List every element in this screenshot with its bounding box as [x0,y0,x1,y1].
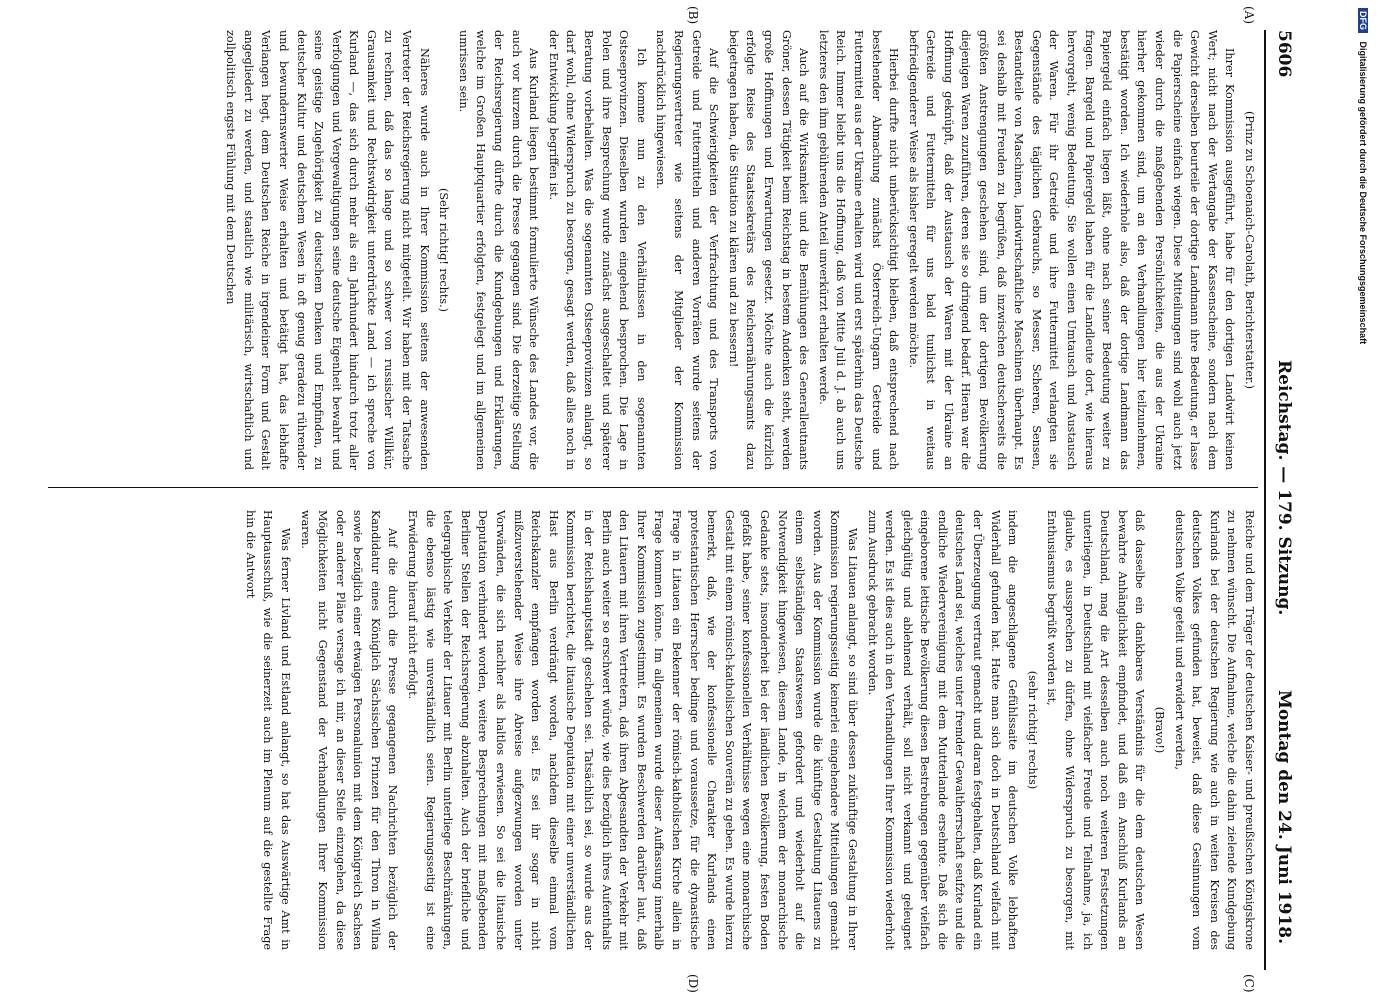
interjection: (Sehr richtig! rechts.) [437,187,451,313]
interjection: (Bravo!) [1153,706,1167,754]
right-column [38,510,1258,950]
session-title: Reichstag. — 179. Sitzung. [1274,360,1294,616]
column-divider [48,487,1258,488]
paragraph: Auch auf die Wirksamkeit und die Bemühungen des Generalleutnants Gröner, dessen Tätigkeit beim Reichstag in bestem Andenken steht, werden große Hoffnungen und Erwartungen gesetzt. Möchte auch die kürzlich erfolgte Reise des Staatssekretärs des Reichsernährungsamts dazu beigetragen haben, die Situation zu klären und zu bessern! [726,30,811,470]
margin-letter-a: (A) [1242,6,1256,25]
paragraph: Näheres wurde auch in Ihrer Kommission seitens der anwesenden Vertreter der Reichsregierung nicht mitgeteilt. Wir haben mit der Tatsache zu rechnen, daß das so lange und so schwer von russischer Willkür, Grausamkeit und Rechtswidrigkeit unterdrückte Land — ich spreche von Kurland —, das sich durch mehr als ein Jahrhundert hindurch trotz aller Verfolgungen und Vergewaltigungen seine deutsche Eigenheit bewahrt und seine geistige Zugehörigkeit zu deutschem Denken und Empfinden, zu deutscher Kultur und deutschem Wesen in oft genug geradezu rührender und bewundernswerter Weise erhalten und betätigt hat, das lebhafte Verlangen hegt, dem Deutschen Reiche in irgendeiner Form und Gestalt angegliedert zu werden, und staatlich wie militärisch, wirtschaftlich und zollpolitisch engste Fühlung mit dem Deutschen [224,30,431,470]
interjection: (sehr richtig! rechts) [1025,670,1039,790]
paragraph: indem die angeschlagene Gefühlssaite im deutschen Volke lebhaften Widerhall gefunden hat. Hatte man sich doch in Deutschland vielfach mit der Überzeugung vertraut gemacht und daran festgehalten, daß Kurland ein deutsches Land sei, welches unter fremder Gewaltherrschaft seufzte und die endliche Wiedervereinigung mit dem Mutterlande ersehnte. Daß sich die eingeborene lettische Bevölkerung diesen Bestrebungen gegenüber vielfach gleichgültig und ablehnend verhält, soll nicht verkannt und geleugnet werden. Es ist dies auch in den Verhandlungen Ihrer Kommission wiederholt zum Ausdruck gebracht worden. [865,510,1020,950]
paragraph: Auf die durch die Presse gegangenen Nachrichten bezüglich der Kandidatur eines Königlich Sächsischen Prinzen für den Thron in Wilna sowie bezüglich einer etwaigen Personalunion mit dem Königreich Sachsen oder anderer Pläne versage ich mir, an dieser Stelle einzugehen, da diese Möglichkeiten nicht Gegenstand der Verhandlungen Ihrer Kommission waren. [298,510,400,950]
paragraph: Was Litauen anlangt, so sind über dessen zukünftige Gestaltung in Ihrer Kommission regierungsseitig keinerlei eingehendere Mitteilungen gemacht worden. Aus der Kommission wurde die künftige Gestaltung Litauens zu einem selbständigen Staatswesen gefordert und wiederholt auf die Notwendigkeit hingewiesen, diesem Lande, in welchem der monarchische Gedanke stets, insonderheit bei der ländlichen Bevölkerung, festen Boden gefaßt habe, seiner konfessionellen Verhältnisse wegen eine monarchische Gestalt mit einem römisch-katholischen Souverän zu geben. Es wurde hierzu bemerkt, daß, wie der konfessionelle Charakter Kurlands einen protestantischen Herrscher bedinge und voraussetze, für die dynastische Frage in Litauen ein Bekenner der römisch-katholischen Kirche allein in Frage kommen könne. Im allgemeinen wurde dieser Auffassung innerhalb Ihrer Kommission zugestimmt. Es wurden Beschwerden darüber laut, daß den Litauern mit ihren Vertretern, daß ihren Abgesandten der Verkehr mit Berlin auch weiter so erschwert würde, wie dies bezüglich ihres Aufenthalts in der Reichshauptstadt geschehen sei. Tatsächlich sei, so wurde aus der Kommission berichtet, die litauische Deputation mit einer unverständlichen Hast aus Berlin verdrängt worden, nachdem dieselbe einmal vom Reichskanzler empfangen worden sei. Es sei ihr sogar in nicht mißzuverstehender Weise ihre Abreise aufgezwungen worden unter Vorwänden, die sich nachher als haltlos erwiesen. So sei die litauische Deputation verhindert worden, weitere Besprechungen mit maßgebenden Berliner Stellen der Reichsregierung abzuhalten. Auch der briefliche und telegraphische Verkehr der Litauer mit Berlin unterliege Beschränkungen, die ebenso lästig wie unverständlich seien. Regierungsseitig ist eine Erwiderung hierauf nicht erfolgt. [406,510,859,950]
page-header [1262,30,1302,970]
digitization-text: Digitalisierung gefördert durch die Deutsche Forschungsgemeinschaft [1358,41,1368,345]
rotated-page-body [20,0,1320,1000]
session-date: Montag den 24. Juni 1918. [1274,690,1294,945]
margin-letter-c: (C) [1242,974,1256,993]
paragraph: Aus Kurland liegen bestimmt formulierte Wünsche des Landes vor, die auch vor kurzem durch die Presse gegangen sind. Die derzeitige Stellung der Reichsregierung dürfte durch die Kundgebungen und Erklärungen, welche im Großen Hauptquartier erfolgten, festgelegt und im allgemeinen umrissen sein. [456,30,541,470]
margin-letter-d: (D) [686,974,700,993]
paragraph: Hierbei durfte nicht unberücksichtigt bleiben, daß entsprechend nach bestehender Abmachung zunächst Österreich-Ungarn Getreide und Futtermittel aus der Ukraine erhalten wird und erst späterhin das Deutsche Reich. Immer bleibt uns die Hoffnung, daß von Mitte Juli d. J. ab auch uns letzteres den ihm gebührenden Anteil unverkürzt erhalten werde. [816,30,901,470]
dfg-logo: DFG [1358,8,1368,33]
left-column [38,30,1258,470]
margin-letter-b: (B) [686,6,700,25]
paragraph: Auf die Schwierigkeiten der Verfrachtung und des Transports von Getreide und Futtermitteln und anderen Vorräten wurde seitens der Regierungsvertreter wie seitens der Mitglieder der Kommission nachdrücklich hingewiesen. [654,30,721,470]
paragraph: Ich komme nun zu den Verhältnissen in den sogenannten Ostseeprovinzen. Dieselben wurden eingehend besprochen. Die Lage in Polen und ihre Besprechung wurde zunächst ausgeschaltet und späterer Beratung vorbehalten. Was die sogenannten Ostseeprovinzen anlangt, so darf wohl, ohne Widerspruch zu besorgen, gesagt werden, daß alles noch in der Entwicklung begriffen ist. [546,30,648,470]
paragraph: Was ferner Livland und Estland anlangt, so hat das Auswärtige Amt in Hauptausschuß, wie die seinerzeit auch im Plenum auf die gestellte Frage hin die Antwort [243,510,292,950]
paragraph: Ihrer Kommission ausgeführt, habe für den dortigen Landwirt keinen Wert; nicht nach der Wertangabe der Kassenscheine, sondern nach dem Gewicht derselben beurteile der dortige Landmann ihre Bedeutung, er lasse die Papierscheine einfach wiegen. Diese Mitteilungen sind wohl auch jetzt wieder durch die maßgebenden Persönlichkeiten, die aus der Ukraine hierher gekommen sind, um an den Verhandlungen hier teilzunehmen, bestätigt worden. Ich wiederhole also, daß der dortige Landmann das Papiergeld einfach liegen läßt, ohne nach seiner Bedeutung weiter zu fragen. Bargeld und Papiergeld haben für die Landleute dort, wie hieraus hervorgeht, wenig Bedeutung. Sie wollen einen Umtausch und Austausch der Waren. Für ihr Getreide und ihre Futtermittel verlangten sie Gegenstände des täglichen Gebrauchs, so Messer, Scheren, Sensen, Bestandteile von Maschinen, landwirtschaftliche Maschinen überhaupt. Es sei deshalb mit Freuden zu begrüßen, daß inzwischen deutscherseits die größten Anstrengungen geschehen sind, um der dortigen Bevölkerung diejenigen Waren zuzuführen, deren sie so dringend bedarf. Hieran war die Hoffnung geknüpft, daß der Austausch der Waren mit der Ukraine an Getreide und Futtermitteln für uns bald tunlichst in weitaus befriedigenderer Weise als bisher geregelt werden möchte. [906,30,1237,470]
header-rule [1264,30,1266,970]
paragraph: daß dasselbe ein dankbares Verständnis für die dem deutschen Wesen bewahrte Anhänglichkeit empfindet, und daß ein Anschluß Kurlands an Deutschland, mag die Art desselben auch noch weiteren Festsetzungen unterliegen, in Deutschland mit vielfacher Freude und Teilnahme, ja, ich glaube, es aussprechen zu dürfen, ohne Widerspruch zu besorgen, mit Enthusiasmus begrüßt worden ist, [1045,510,1147,950]
digitization-note [1354,8,1368,998]
speaker-line: (Prinz zu Schoenaich-Carolath, Berichterstatter.) [1243,111,1256,389]
paragraph: Reiche und dem Träger der deutschen Kaiser- und preußischen Königskrone zu nehmen wünscht. Die Aufnahme, welche die dahin zielende Kundgebung Kurlands bei der deutschen Regierung wie auch in weiten Kreisen des deutschen Volkes gefunden hat, beweist, daß diese Gesinnungen vom deutschen Volke geteilt und erwidert werden, [1172,510,1256,950]
page-number: 5606 [1274,30,1294,78]
